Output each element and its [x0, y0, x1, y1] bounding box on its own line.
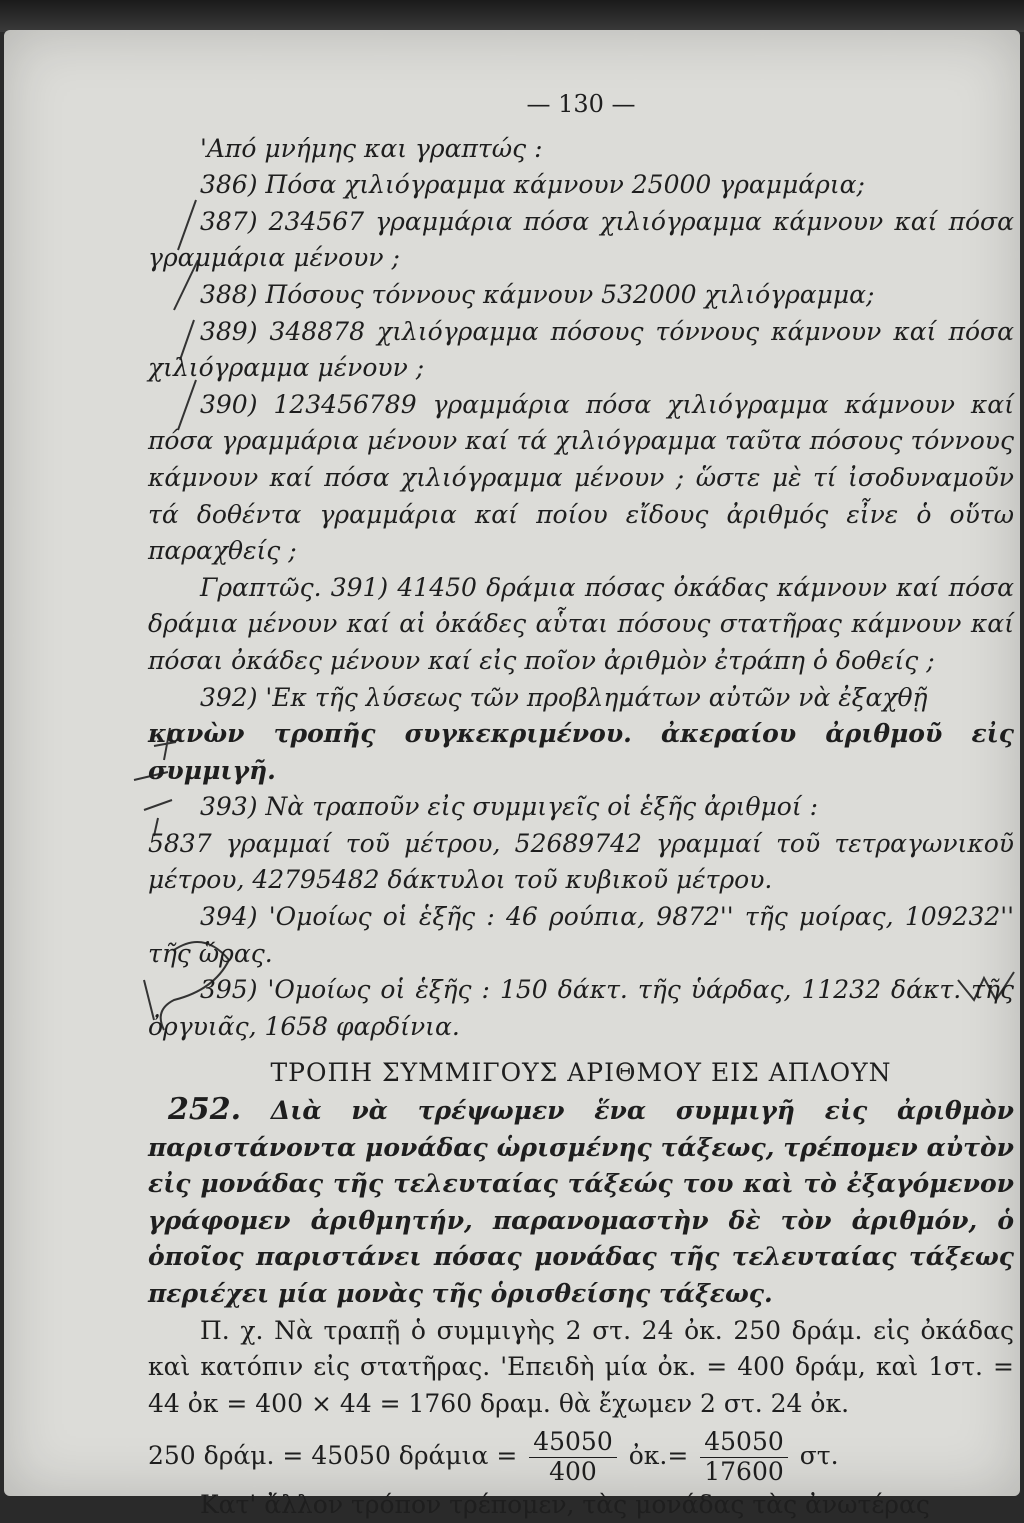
section-text: Διὰ νὰ τρέψωμεν ἕνα συμμιγῆ εἰς ἀριθμὸν παριστάνοντα μονάδας ὡρισμένης τάξεως, τρέπομεν αὐτὸν εἰς μονάδας τῆς τελευταίας τάξεώς του καὶ τὸ ἐξαγόμενον γράφομεν ἀριθμητήν, παρανομαστὴν δὲ τὸν ἀριθμόν, ὁ ὁποῖος παριστάνει πόσας μονάδας τῆς τελευταίας τάξεως περιέχει μία μονὰς τῆς ὁρισθείσης τάξεως. — [148, 1096, 1014, 1308]
fraction-denominator: 17600 — [704, 1457, 784, 1487]
fraction-numerator: 45050 — [529, 1428, 617, 1458]
fraction-denominator: 400 — [549, 1457, 597, 1487]
equation-unit-ok: ὀκ.= — [628, 1441, 689, 1471]
example-equation — [148, 1428, 1014, 1487]
fraction-stateres — [700, 1428, 788, 1487]
exercise-intro: 'Από μνήμης και γραπτώς : — [200, 133, 543, 163]
exercise-392: 392) 'Εκ τῆς λύσεως τῶν προβλημάτων αὐτῶν νὰ ἐξαχθῇ — [200, 682, 928, 712]
exercise-389: 389) 348878 χιλιόγραμμα πόσους τόννους κάμνουν καί πόσα χιλιόγραμμα μένουν ; — [148, 316, 1014, 383]
example-paragraph: Π. χ. Νὰ τραπῇ ὁ συμμιγὴς 2 στ. 24 ὀκ. 250 δράμ. εἰς ὀκάδας καὶ κατόπιν εἰς στατῆρας. 'Επειδὴ μία ὀκ. = 400 δράμ, καὶ 1στ. = 44 ὀκ = 400 × 44 = 1760 δραμ. θὰ ἔχωμεν 2 στ. 24 ὀκ. — [148, 1315, 1014, 1418]
exercise-388: 388) Πόσους τόννους κάμνουν 532000 χιλιόγραμμα; — [200, 279, 875, 309]
exercise-390: 390) 123456789 γραμμάρια πόσα χιλιόγραμμα κάμνουν καί πόσα γραμμάρια μένουν καί τά χιλιόγραμμα ταῦτα πόσους τόννους κάμνουν καί πόσα χιλιόγραμμα μένουν ; ὥστε μὲ τί ἰσοδυναμοῦν τά δοθέντα γραμμάρια καί ποίου εἴδους ἀριθμός εἶνε ὁ οὕτω παραχθείς ; — [148, 389, 1014, 566]
exercise-393-items: 5837 γραμμαί τοῦ μέτρου, 52689742 γραμμαί τοῦ τετραγωνικοῦ μέτρου, 42795482 δάκτυλοι τοῦ κυβικοῦ μέτρου. — [148, 828, 1014, 895]
section-heading: ΤΡΟΠΗ ΣΥΜΜΙΓΟΥΣ ΑΡΙΘΜΟΥ ΕΙΣ ΑΠΛΟΥΝ — [270, 1058, 892, 1088]
section-252 — [148, 1092, 1014, 1313]
exercise-391: Γραπτῶς. 391) 41450 δράμια πόσας ὀκάδας κάμνουν καί πόσα δράμια μένουν καί αἱ ὀκάδες αὗται πόσους στατῆρας κάμνουν καί πόσαι ὀκάδες μένουν καί εἰς ποῖον ἀριθμὸν ἐτράπη ὁ δοθείς ; — [148, 572, 1014, 675]
fraction-okades — [529, 1428, 617, 1487]
last-line: Κατ' ἄλλον τρόπον τρέπομεν, τὰς μονάδας τὰς ἀνωτέρας — [200, 1489, 930, 1519]
section-number: 252. — [168, 1092, 242, 1128]
scanner-edge — [0, 0, 1024, 32]
fraction-numerator: 45050 — [700, 1428, 788, 1458]
book-page — [4, 30, 1020, 1519]
exercise-392-rule: κανὼν τροπῆς συγκεκριμένου. ἀκεραίου ἀριθμοῦ εἰς συμμιγῆ. — [148, 719, 1014, 785]
equation-unit-st: στ. — [799, 1441, 839, 1471]
exercise-386: 386) Πόσα χιλιόγραμμα κάμνουν 25000 γραμμάρια; — [200, 170, 865, 200]
exercise-394: 394) 'Ομοίως οἱ ἑξῆς : 46 ρούπια, 9872'' τῆς μοίρας, 109232'' τῆς ὥρας. — [148, 902, 1014, 968]
page-number: — 130 — — [526, 90, 636, 118]
exercise-393: 393) Νὰ τραποῦν εἰς συμμιγεῖς οἱ ἑξῆς ἀριθμοί : — [200, 792, 819, 822]
page-content — [148, 86, 1014, 1523]
exercise-387: 387) 234567 γραμμάρια πόσα χιλιόγραμμα κάμνουν καί πόσα γραμμάρια μένουν ; — [148, 206, 1014, 273]
exercise-395: 395) 'Ομοίως οἱ ἑξῆς : 150 δάκτ. τῆς ὑάρδας, 11232 δάκτ. τῆς ὀργυιᾶς, 1658 φαρδίνια. — [148, 975, 1014, 1041]
equation-prefix: 250 δράμ. = 45050 δράμια = — [148, 1441, 518, 1471]
